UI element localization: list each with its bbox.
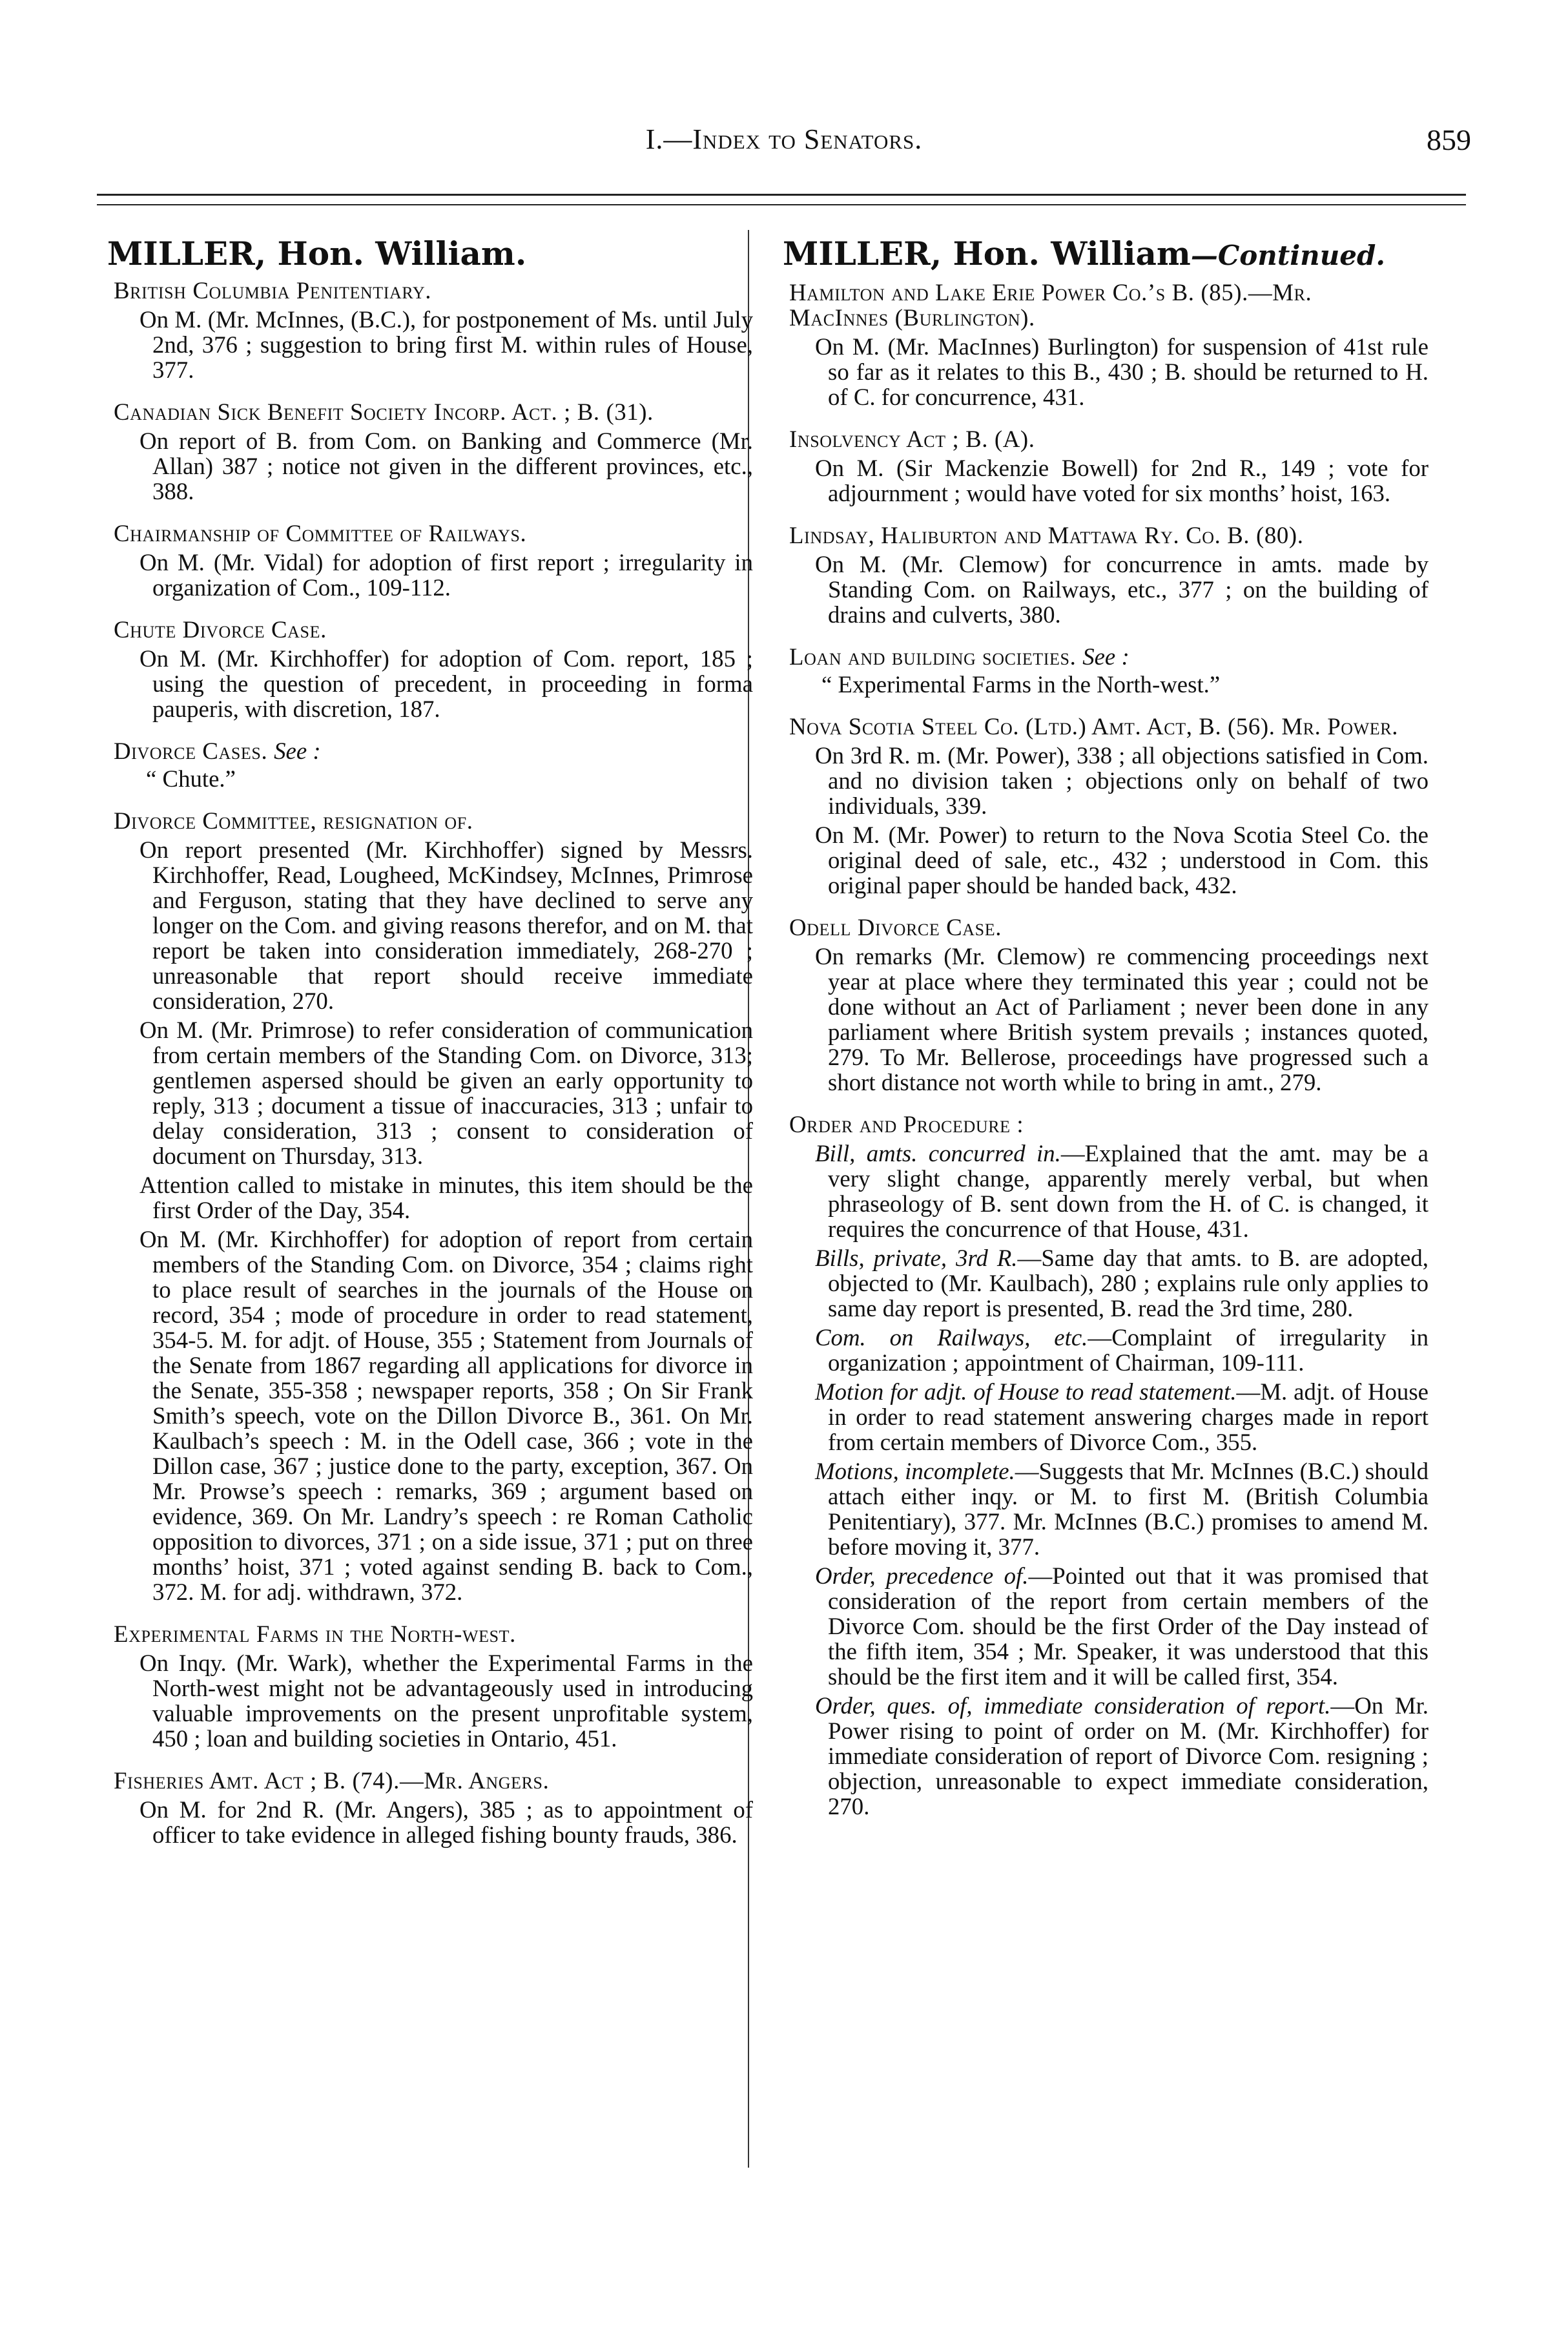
entry-heading: MILLER, Hon. William. xyxy=(107,234,527,273)
index-entry: On M. (Mr. Vidal) for adoption of first report ; irregularity in organization of Com., 109-112. xyxy=(139,549,753,601)
page-number: 859 xyxy=(1427,123,1471,156)
subject-heading: Odell Divorce Case. xyxy=(789,914,1002,940)
right-column xyxy=(783,235,1429,1819)
procedure-text: —On Mr. Power rising to point of order on M. (Mr. Kirchhoffer) for immediate consideration of report of Divorce Com. resigning ; objection, unreasonable to expect immediate consideration, 270. xyxy=(828,1692,1429,1820)
subject-title: Loan and building societies. xyxy=(789,643,1077,670)
procedure-entry xyxy=(802,1458,1429,1559)
index-entry: On M. (Mr. Primrose) to refer consideration of communication from certain members of the Standing Com. on Divorce, 313; gentlemen aspersed should be given an early opportunity to reply, 313 ; document a tissue of inaccuracies, 313 ; unfair to delay consideration, 313 ; consent to consideration of document on Thursday, 313. xyxy=(139,1017,753,1169)
index-entry: On 3rd R. m. (Mr. Power), 338 ; all objections satisfied in Com. and no division taken ; objections only on behalf of two individuals, 339. xyxy=(815,742,1429,819)
see-reference-label: See : xyxy=(1082,643,1130,670)
index-entry: Attention called to mistake in minutes, this item should be the first Order of the Day, 354. xyxy=(139,1172,753,1223)
procedure-entry xyxy=(802,1141,1429,1241)
index-entry: On M. for 2nd R. (Mr. Angers), 385 ; as to appointment of officer to take evidence in alleged fishing bounty frauds, 386. xyxy=(139,1796,753,1848)
procedure-text: —Suggests that Mr. McInnes (B.C.) should attach either inqy. or M. to first M. (British Columbia Penitentiary), 377. Mr. McInnes (B.C.) promises to amend M. before moving it, 377. xyxy=(828,1458,1429,1560)
page-header xyxy=(0,123,1568,168)
index-entry: On report presented (Mr. Kirchhoffer) signed by Messrs. Kirchhoffer, Read, Lougheed, McKindsey, McInnes, Primrose and Ferguson, stating that they have declined to serve any longer on the Com. and giving reasons therefor, and on M. that report be taken into consideration immediately, 268-270 ; unreasonable that report should receive immediate consideration, 270. xyxy=(139,836,753,1014)
subject-heading: Fisheries Amt. Act ; B. (74).—Mr. Angers. xyxy=(114,1767,550,1794)
index-entry: On M. (Mr. Kirchhoffer) for adoption of Com. report, 185 ; using the question of precedent, in proceeding in forma pauperis, with discretion, 187. xyxy=(139,645,753,722)
subject-heading: Order and Procedure : xyxy=(789,1111,1024,1137)
procedure-topic: Motion for adjt. of House to read statement. xyxy=(815,1378,1237,1405)
subject-heading xyxy=(107,738,753,763)
procedure-entry xyxy=(802,1693,1429,1819)
index-entry: On report of B. from Com. on Banking and Commerce (Mr. Allan) 387 ; notice not given in the different provinces, etc., 388. xyxy=(139,428,753,504)
index-entry: On M. (Mr. Power) to return to the Nova Scotia Steel Co. the original deed of sale, etc., 432 ; understood in Com. this original paper should be handed back, 432. xyxy=(815,822,1429,898)
cross-reference: “ Experimental Farms in the North-west.” xyxy=(821,671,1221,698)
index-entry: On M. (Mr. Kirchhoffer) for adoption of report from certain members of the Standing Com. on Divorce, 354 ; claims right to place result of searches in the journals of the House on record, 354 ; mode of procedure in order to read statement, 354-5. M. for adjt. of House, 355 ; Statement from Journals of the Senate from 1867 regarding all applications for divorce in the Senate, 355-358 ; newspaper reports, 358 ; On Sir Frank Smith’s speech, vote on the Dillon Divorce B., 361. On Mr. Kaulbach’s speech : M. in the Odell case, 366 ; vote in the Dillon case, 367 ; justice done to the party, exception, 367. On Mr. Prowse’s speech : remarks, 369 ; argument based on evidence, 369. On Mr. Landry’s speech : re Roman Catholic opposition to divorces, 371 ; on a side issue, 371 ; put on three months’ hoist, 371 ; voted against sending B. back to Com., 372. M. for adj. withdrawn, 372. xyxy=(139,1226,753,1605)
index-entry: On M. (Mr. MacInnes) Burlington) for suspension of 41st rule so far as it relates to this B., 430 ; B. should be returned to H. of C. for concurrence, 431. xyxy=(815,333,1429,410)
cross-reference: “ Chute.” xyxy=(146,765,236,792)
procedure-topic: Motions, incomplete. xyxy=(815,1458,1015,1484)
procedure-entry xyxy=(802,1245,1429,1321)
procedure-text: —Explained that the amt. may be a very slight change, apparently merely verbal, but when phraseology of B. sent down from the H. of C. is changed, it requires the concurrence of that House, 431. xyxy=(828,1140,1429,1242)
procedure-entry xyxy=(802,1325,1429,1375)
subject-heading: Lindsay, Haliburton and Mattawa Ry. Co. B. (80). xyxy=(789,522,1304,548)
procedure-topic: Com. on Railways, etc. xyxy=(815,1324,1088,1351)
procedure-text: —Complaint of irregularity in organization ; appointment of Chairman, 109-111. xyxy=(828,1324,1429,1376)
continued-label: —Continued. xyxy=(1190,240,1385,271)
subject-heading: Chute Divorce Case. xyxy=(114,616,327,643)
subject-title: Divorce Cases. xyxy=(114,738,268,764)
index-entry: On M. (Mr. McInnes, (B.C.), for postponement of Ms. until July 2nd, 376 ; suggestion to bring first M. within rules of House, 377. xyxy=(139,306,753,383)
procedure-topic: Bills, private, 3rd R. xyxy=(815,1245,1018,1271)
subject-heading: Nova Scotia Steel Co. (Ltd.) Amt. Act, B. (56). Mr. Power. xyxy=(789,713,1399,740)
index-entry: On remarks (Mr. Clemow) re commencing proceedings next year at place where they terminated this year ; could not be done without an Act of Parliament ; never been done in any parliament where British system prevails ; instances quoted, 279. To Mr. Bellerose, proceedings have progressed such a short distance not worth while to bring in amt., 279. xyxy=(815,943,1429,1095)
subject-heading: Hamilton and Lake Erie Power Co.’s B. (85).—Mr. MacInnes (Burlington). xyxy=(789,279,1312,331)
subject-heading: Divorce Committee, resignation of. xyxy=(114,807,473,834)
procedure-text: —Pointed out that it was promised that consideration of the report from certain members of the Divorce Com. should be the first Order of the Day instead of the fifth item, 354 ; Mr. Speaker, it was understood that this should be the first item and it will be called first, 354. xyxy=(828,1562,1429,1690)
procedure-topic: Order, precedence of. xyxy=(815,1562,1029,1589)
procedure-entry xyxy=(802,1379,1429,1455)
index-entry: On Inqy. (Mr. Wark), whether the Experimental Farms in the North-west might not be advantageously used in introducing valuable improvements on the present unprofitable system, 450 ; loan and building societies in Ontario, 451. xyxy=(139,1650,753,1752)
subject-heading: Canadian Sick Benefit Society Incorp. Act. ; B. (31). xyxy=(114,399,654,425)
procedure-text: —M. adjt. of House in order to read statement answering charges made in report from certain members of Divorce Com., 355. xyxy=(828,1378,1429,1455)
procedure-topic: Bill, amts. concurred in. xyxy=(815,1140,1061,1166)
subject-heading: Experimental Farms in the North-west. xyxy=(114,1621,516,1647)
entry-heading xyxy=(783,235,1429,275)
header-rule-thin xyxy=(97,204,1466,205)
procedure-topic: Order, ques. of, immediate consideration of report. xyxy=(815,1692,1331,1719)
procedure-text: —Same day that amts. to B. are adopted, objected to (Mr. Kaulbach), 280 ; explains rule only applies to same day report is presented, B. read the 3rd time, 280. xyxy=(828,1245,1429,1322)
index-entry: On M. (Mr. Clemow) for concurrence in amts. made by Standing Com. on Railways, etc., 377 ; on the building of drains and culverts, 380. xyxy=(815,551,1429,628)
left-column xyxy=(107,235,753,1847)
subject-heading: Chairmanship of Committee of Railways. xyxy=(114,520,527,546)
subject-heading: British Columbia Penitentiary. xyxy=(114,277,432,304)
header-rule xyxy=(97,194,1466,196)
procedure-entry xyxy=(802,1563,1429,1689)
running-title: I.—Index to Senators. xyxy=(645,123,923,155)
see-reference-label: See : xyxy=(274,738,321,764)
subject-heading: Insolvency Act ; B. (A). xyxy=(789,426,1035,452)
entry-heading-name: MILLER, Hon. William xyxy=(783,234,1191,273)
subject-heading xyxy=(783,644,1429,669)
index-entry: On M. (Sir Mackenzie Bowell) for 2nd R., 149 ; vote for adjournment ; would have voted for six months’ hoist, 163. xyxy=(815,455,1429,506)
